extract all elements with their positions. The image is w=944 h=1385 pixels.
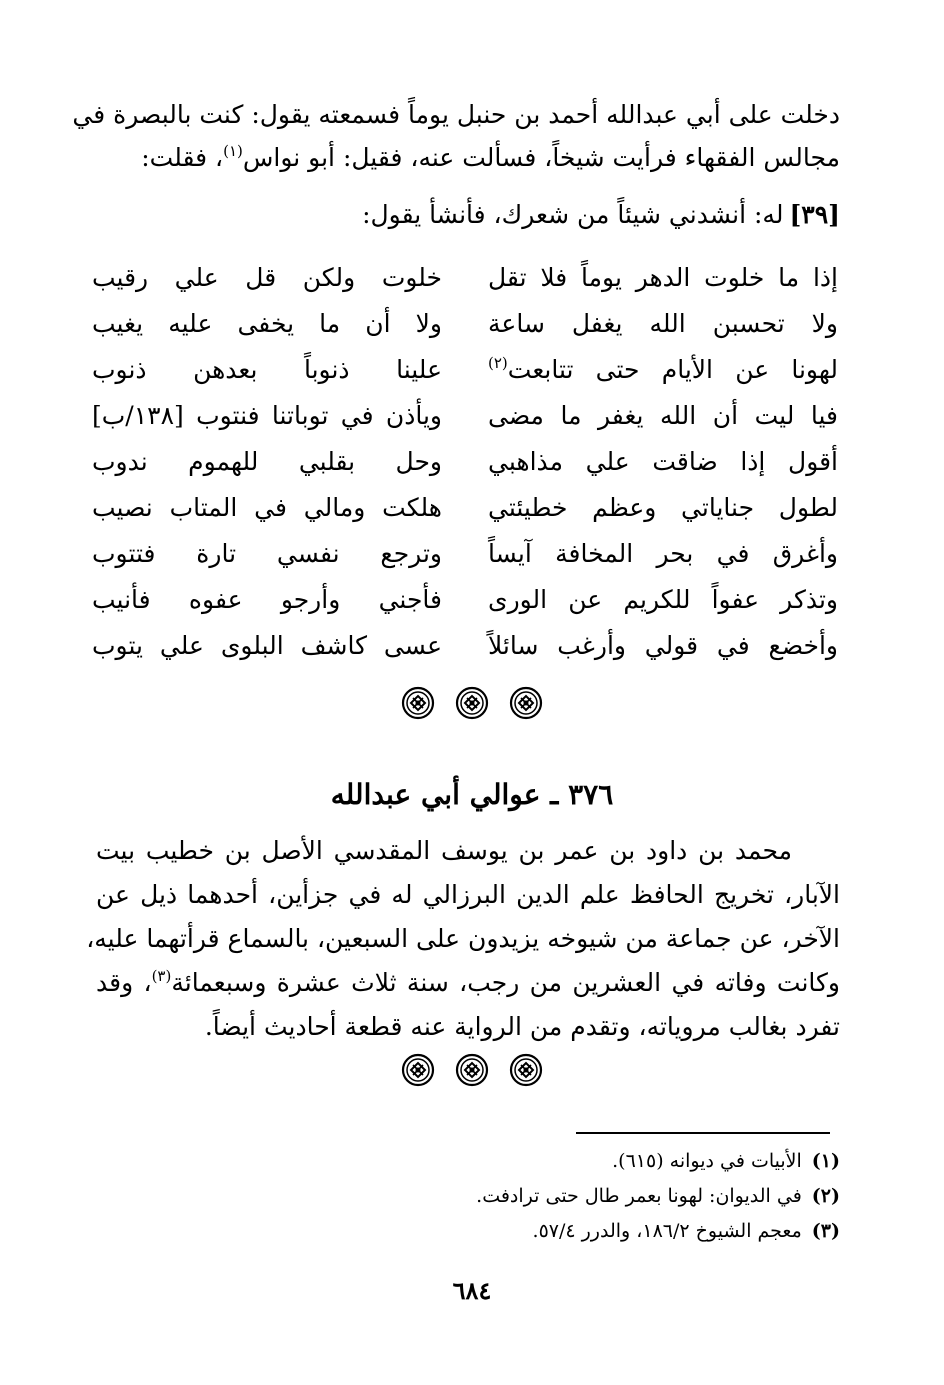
ornament-icon: [509, 686, 543, 720]
body-line: [96, 968, 840, 1012]
verse: [92, 309, 838, 355]
intro-line-3: [100, 200, 840, 229]
footnote-text: الأبيات في ديوانه (٦١٥).: [612, 1150, 802, 1172]
verse-first-hemistich: وأخضع في قولي وأرغب سائلاً: [488, 631, 838, 660]
verse-second-hemistich: فأجني وأرجو عفوه فأنيب: [92, 585, 442, 614]
intro-line-2-text: مجالس الفقهاء فرأيت شيخاً، فسألت عنه، فقيل: أبو نواس: [242, 143, 840, 172]
verse-second-hemistich: علينا ذنوباً بعدهن ذنوب: [92, 355, 442, 384]
footnote-text: في الديوان: لهونا بعمر طال حتى ترادفت.: [476, 1185, 802, 1207]
page-number: ٦٨٤: [452, 1276, 492, 1305]
verse: [92, 401, 838, 447]
verse-first-hemistich: فيا ليت أن الله يغفر ما مضى: [488, 401, 838, 430]
footnote-ref-1: (١): [223, 142, 243, 160]
section-divider: [0, 1053, 944, 1087]
verse-first-hemistich: وتذكر عفواً للكريم عن الورى: [488, 585, 838, 614]
intro-line-2: [100, 143, 840, 172]
verse: [92, 539, 838, 585]
verse-second-hemistich: وترجع نفسي تارة فتتوب: [92, 539, 442, 568]
ornament-icon: [401, 1053, 435, 1087]
verse: [92, 355, 838, 401]
intro-line-2-tail: ، فقلت:: [141, 143, 224, 172]
verse-second-hemistich: هلكت ومالي في المتاب نصيب: [92, 493, 442, 522]
verse-first-hemistich: أقول إذا ضاقت علي مذاهبي: [488, 447, 838, 476]
verse-first-hemistich: إذا ما خلوت الدهر يوماً فلا تقل: [488, 263, 838, 292]
footnote: [140, 1185, 840, 1207]
body-line-text: وكانت وفاته في العشرين من رجب، سنة ثلاث عشرة وسبعمائة: [171, 968, 841, 997]
section-divider: [0, 686, 944, 720]
verse: [92, 585, 838, 631]
verse-second-hemistich: وحل بقلبي للهموم ندوب: [92, 447, 442, 476]
footnote-ref-3: (٣): [151, 967, 172, 985]
verse-second-hemistich: ولا أن ما يخفى عليه يغيب: [92, 309, 442, 338]
verse-first-hemistich: وأغرق في بحر المخافة آيساً: [488, 539, 838, 568]
body-paragraph: [86, 836, 841, 1056]
ornament-icon: [455, 686, 489, 720]
verse: [92, 447, 838, 493]
verse: [92, 493, 838, 539]
body-line: الآخر، عن جماعة من شيوخه يزيدون على السبعين، بالسماع قرأتهما عليه،: [86, 924, 840, 953]
footnote-number: (٣): [811, 1220, 840, 1242]
footnote: [140, 1220, 840, 1242]
manuscript-folio-label: [٣٩]: [789, 200, 840, 229]
ornament-icon: [509, 1053, 543, 1087]
verse-second-hemistich: عسى كاشف البلوى علي يتوب: [92, 631, 442, 660]
body-line: تفرد بغالب مروياته، وتقدم من الرواية عنه قطعة أحاديث أيضاً.: [204, 1012, 840, 1041]
verse-text: لهونا عن الأيام حتى تتابعت: [507, 355, 838, 384]
verse: [92, 631, 838, 677]
section-heading: ٣٧٦ ـ عوالي أبي عبدالله: [330, 778, 614, 811]
verse-first-hemistich: لطول جناياتي وعظم خطيئتي: [488, 493, 838, 522]
verse-second-hemistich: خلوت ولكن قل علي رقيب: [92, 263, 442, 292]
poem: [92, 263, 838, 677]
footnote: [140, 1150, 840, 1172]
intro-line-1: دخلت على أبي عبدالله أحمد بن حنبل يوماً فسمعته يقول: كنت بالبصرة في: [72, 100, 840, 129]
body-line: محمد بن داود بن عمر بن يوسف المقدسي الأصل بن خطيب بيت: [96, 836, 792, 865]
footnote-separator: [576, 1132, 830, 1134]
body-line-tail: ، وقد: [96, 968, 152, 997]
footnote-number: (٢): [811, 1185, 840, 1207]
verse-second-hemistich: ويأذن في توباتنا فنتوب [١٣٨/ب]: [92, 401, 442, 430]
ornament-icon: [401, 686, 435, 720]
footnote-ref-2: (٢): [488, 354, 508, 372]
verse-first-hemistich: [488, 355, 838, 384]
ornament-icon: [455, 1053, 489, 1087]
footnote-number: (١): [811, 1150, 840, 1172]
body-line: الآبار، تخريج الحافظ علم الدين البرزالي له في جزأين، أحدهما ذيل عن: [96, 880, 840, 909]
intro-line-3-text: له: أنشدني شيئاً من شعرك، فأنشأ يقول:: [362, 200, 784, 229]
verse-first-hemistich: ولا تحسبن الله يغفل ساعة: [488, 309, 838, 338]
footnote-text: معجم الشيوخ ١٨٦/٢، والدرر ٥٧/٤.: [532, 1220, 802, 1242]
verse: [92, 263, 838, 309]
